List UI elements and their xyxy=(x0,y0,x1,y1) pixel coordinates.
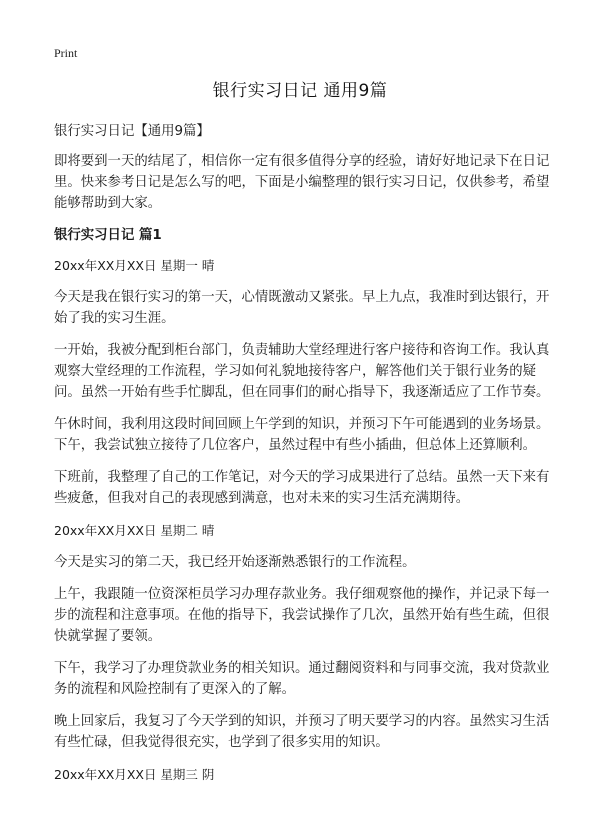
entry-paragraph: 上午，我跟随一位资深柜员学习办理存款业务。我仔细观察他的操作，并记录下每一步的流程和注意事项。在他的指导下，我尝试操作了几次，虽然开始有些生疏，但很快就掌握了要领。 xyxy=(54,587,550,644)
section-heading: 银行实习日记 篇1 xyxy=(54,228,162,243)
entry-paragraph: 下午，我学习了办理贷款业务的相关知识。通过翻阅资料和与同事交流，我对贷款业务的流程和风险控制有了更深入的了解。 xyxy=(54,661,550,697)
document-subtitle: 银行实习日记【通用9篇】 xyxy=(54,124,210,139)
entry-paragraph: 晚上回家后，我复习了今天学到的知识，并预习了明天要学习的内容。虽然实习生活有些忙碌，但我觉得很充实，也学到了很多实用的知识。 xyxy=(54,714,550,750)
entry-date: 20xx年XX月XX日 星期一 晴 xyxy=(54,258,215,273)
entry-paragraph: 今天是我在银行实习的第一天，心情既激动又紧张。早上九点，我准时到达银行，开始了我的实习生涯。 xyxy=(54,290,550,326)
intro-paragraph: 即将要到一天的结尾了，相信你一定有很多值得分享的经验，请好好地记录下在日记里。快来参考日记是怎么写的吧，下面是小编整理的银行实习日记，仅供参考，希望能够帮助到大家。 xyxy=(54,154,550,211)
entry-paragraph: 午休时间，我利用这段时间回顾上午学到的知识，并预习下午可能遇到的业务场景。下午，我尝试独立接待了几位客户，虽然过程中有些小插曲，但总体上还算顺利。 xyxy=(54,417,550,453)
entry-date: 20xx年XX月XX日 星期三 阴 xyxy=(54,767,215,782)
entry-paragraph: 下班前，我整理了自己的工作笔记，对今天的学习成果进行了总结。虽然一天下来有些疲惫，但我对自己的表现感到满意，也对未来的实习生活充满期待。 xyxy=(54,470,550,506)
entry-paragraph: 一开始，我被分配到柜台部门，负责辅助大堂经理进行客户接待和咨询工作。我认真观察大堂经理的工作流程，学习如何礼貌地接待客户，解答他们关于银行业务的疑问。虽然一开始有些手忙脚乱，但在同事们的耐心指导下，我逐渐适应了工作节奏。 xyxy=(54,343,550,400)
entry-paragraph: 今天是实习的第二天，我已经开始逐渐熟悉银行的工作流程。 xyxy=(54,555,416,570)
print-link[interactable]: Print xyxy=(54,46,78,60)
entry-date: 20xx年XX月XX日 星期二 晴 xyxy=(54,523,215,538)
document-body xyxy=(54,121,550,796)
page-title: 银行实习日记 通用9篇 xyxy=(212,81,388,101)
